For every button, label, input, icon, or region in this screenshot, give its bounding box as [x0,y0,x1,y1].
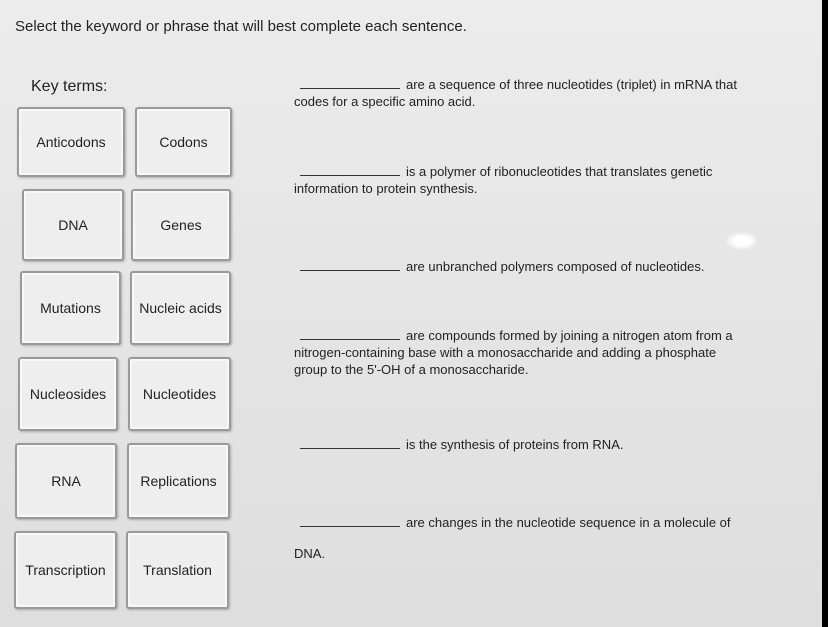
answer-blank-4[interactable] [300,329,400,340]
term-codons[interactable]: Codons [135,107,232,177]
sentence-6-continued: DNA. [294,546,326,561]
term-nucleosides[interactable]: Nucleosides [18,357,118,431]
term-nucleotides[interactable]: Nucleotides [128,357,231,431]
answer-blank-1[interactable] [300,78,400,89]
term-mutations[interactable]: Mutations [20,271,121,345]
term-nucleic-acids[interactable]: Nucleic acids [130,271,231,345]
instruction-text: Select the keyword or phrase that will best complete each sentence. [15,18,467,35]
answer-blank-5[interactable] [300,438,400,449]
term-replications[interactable]: Replications [127,443,230,519]
sentence-4-continued: nitrogen-containing base with a monosaccharide and adding a phosphate [294,345,717,360]
term-translation[interactable]: Translation [126,531,229,609]
sentence-4 [294,327,784,378]
key-terms-label: Key terms: [31,78,108,95]
sentence-1-text: are a sequence of three nucleotides (triplet) in mRNA that [406,77,737,92]
term-genes[interactable]: Genes [131,189,231,261]
answer-blank-6[interactable] [300,516,400,527]
term-dna[interactable]: DNA [22,189,124,261]
sentence-4-continued-2: group to the 5'-OH of a monosaccharide. [294,362,529,377]
sentence-5 [294,436,774,453]
sentence-4-text: are compounds formed by joining a nitrogen atom from a [406,328,733,343]
sentence-1-continued: codes for a specific amino acid. [294,94,476,109]
sentence-6 [294,514,784,562]
sentence-2-continued: information to protein synthesis. [294,181,478,196]
screen-glare [726,232,758,250]
answer-blank-3[interactable] [300,260,400,271]
sentence-3 [294,258,774,275]
sentence-3-text: are unbranched polymers composed of nucleotides. [406,259,705,274]
sentence-2-text: is a polymer of ribonucleotides that translates genetic [406,164,713,179]
sentence-6-text: are changes in the nucleotide sequence in a molecule of [406,515,731,530]
sentence-1 [294,76,774,110]
sentence-2 [294,163,774,197]
term-transcription[interactable]: Transcription [14,531,117,609]
term-rna[interactable]: RNA [15,443,117,519]
answer-blank-2[interactable] [300,165,400,176]
sentence-5-text: is the synthesis of proteins from RNA. [406,437,624,452]
term-anticodons[interactable]: Anticodons [17,107,125,177]
